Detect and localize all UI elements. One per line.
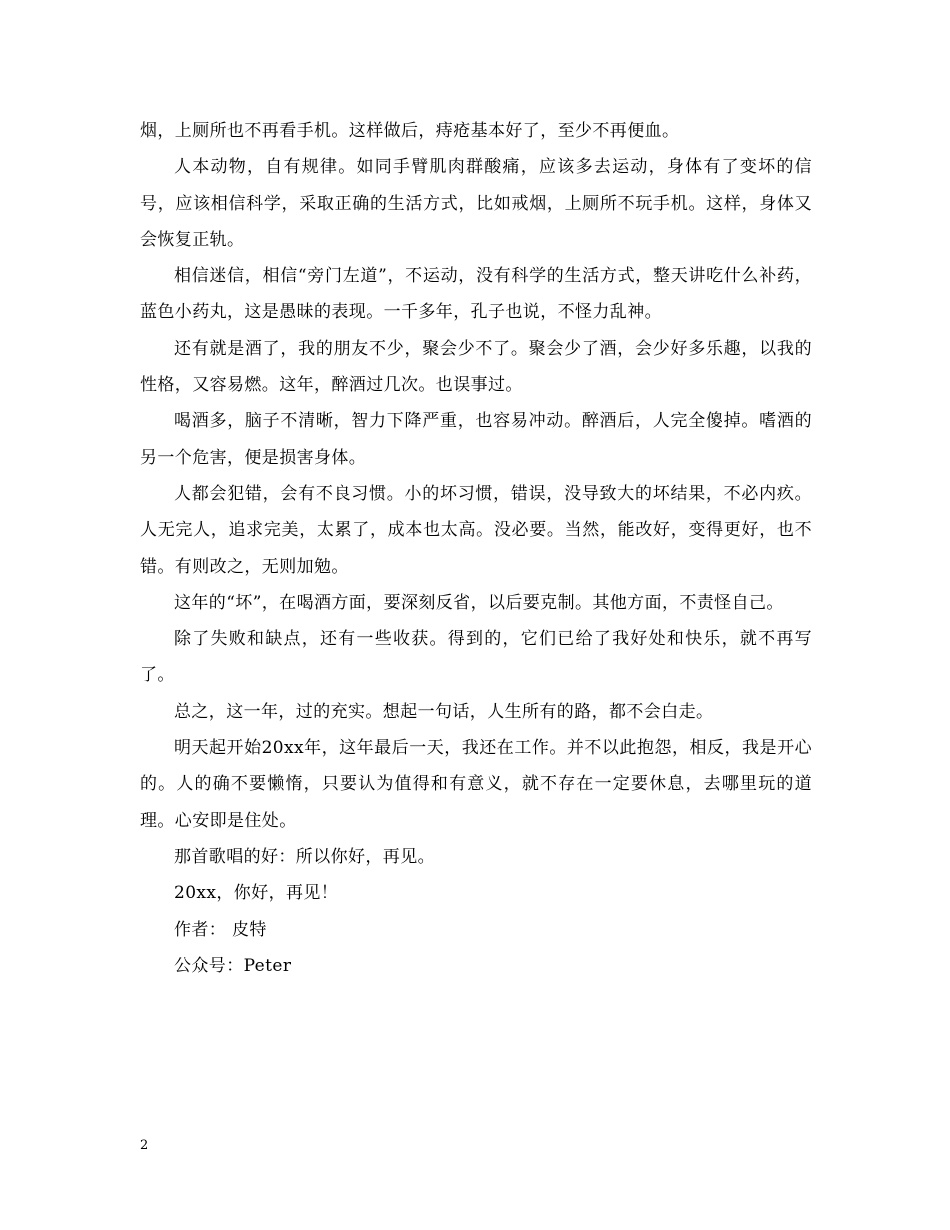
paragraph-6: 人都会犯错，会有不良习惯。小的坏习惯，错误，没导致大的坏结果，不必内疚。人无完人，追求完美，太累了，成本也太高。没必要。当然，能改好，变得更好，也不错。有则改之，无则加勉。	[140, 483, 812, 577]
paragraph-7: 这年的“坏”，在喝酒方面，要深刻反省，以后要克制。其他方面，不责怪自己。	[174, 592, 784, 613]
paragraph-3: 相信迷信，相信“旁门左道”，不运动，没有科学的生活方式，整天讲吃什么补药，蓝色小药丸，这是愚昧的表现。一千多年，孔子也说，不怪力乱神。	[140, 266, 812, 323]
document-body	[140, 113, 812, 984]
author-line: 作者： 皮特	[174, 919, 267, 940]
paragraph-10: 明天起开始20xx年，这年最后一天，我还在工作。并不以此抱怨，相反，我是开心的。人的确不要懒惰，只要认为值得和有意义，就不存在一定要休息，去哪里玩的道理。心安即是住处。	[140, 738, 812, 831]
page-number: 2	[140, 1138, 149, 1153]
paragraph-4: 还有就是酒了，我的朋友不少，聚会少不了。聚会少了酒，会少好多乐趣，以我的性格，又容易燃。这年，醉酒过几次。也误事过。	[140, 338, 812, 396]
paragraph-2: 人本动物，自有规律。如同手臂肌肉群酸痛，应该多去运动，身体有了变坏的信号，应该相信科学，采取正确的生活方式，比如戒烟，上厕所不玩手机。这样，身体又会恢复正轨。	[140, 157, 812, 250]
paragraph-9: 总之，这一年，过的充实。想起一句话，人生所有的路，都不会白走。	[174, 701, 714, 722]
account-line: 公众号：Peter	[174, 955, 292, 976]
paragraph-8: 除了失败和缺点，还有一些收获。得到的，它们已给了我好处和快乐，就不再写了。	[140, 629, 812, 686]
paragraph-1: 烟，上厕所也不再看手机。这样做后，痔疮基本好了，至少不再便血。	[140, 121, 680, 141]
paragraph-11: 那首歌唱的好：所以你好，再见。	[174, 846, 435, 867]
paragraph-5: 喝酒多，脑子不清晰，智力下降严重，也容易冲动。醉酒后，人完全傻掉。嗜酒的另一个危害，便是损害身体。	[140, 411, 812, 468]
paragraph-12: 20xx，你好，再见！	[174, 883, 339, 904]
